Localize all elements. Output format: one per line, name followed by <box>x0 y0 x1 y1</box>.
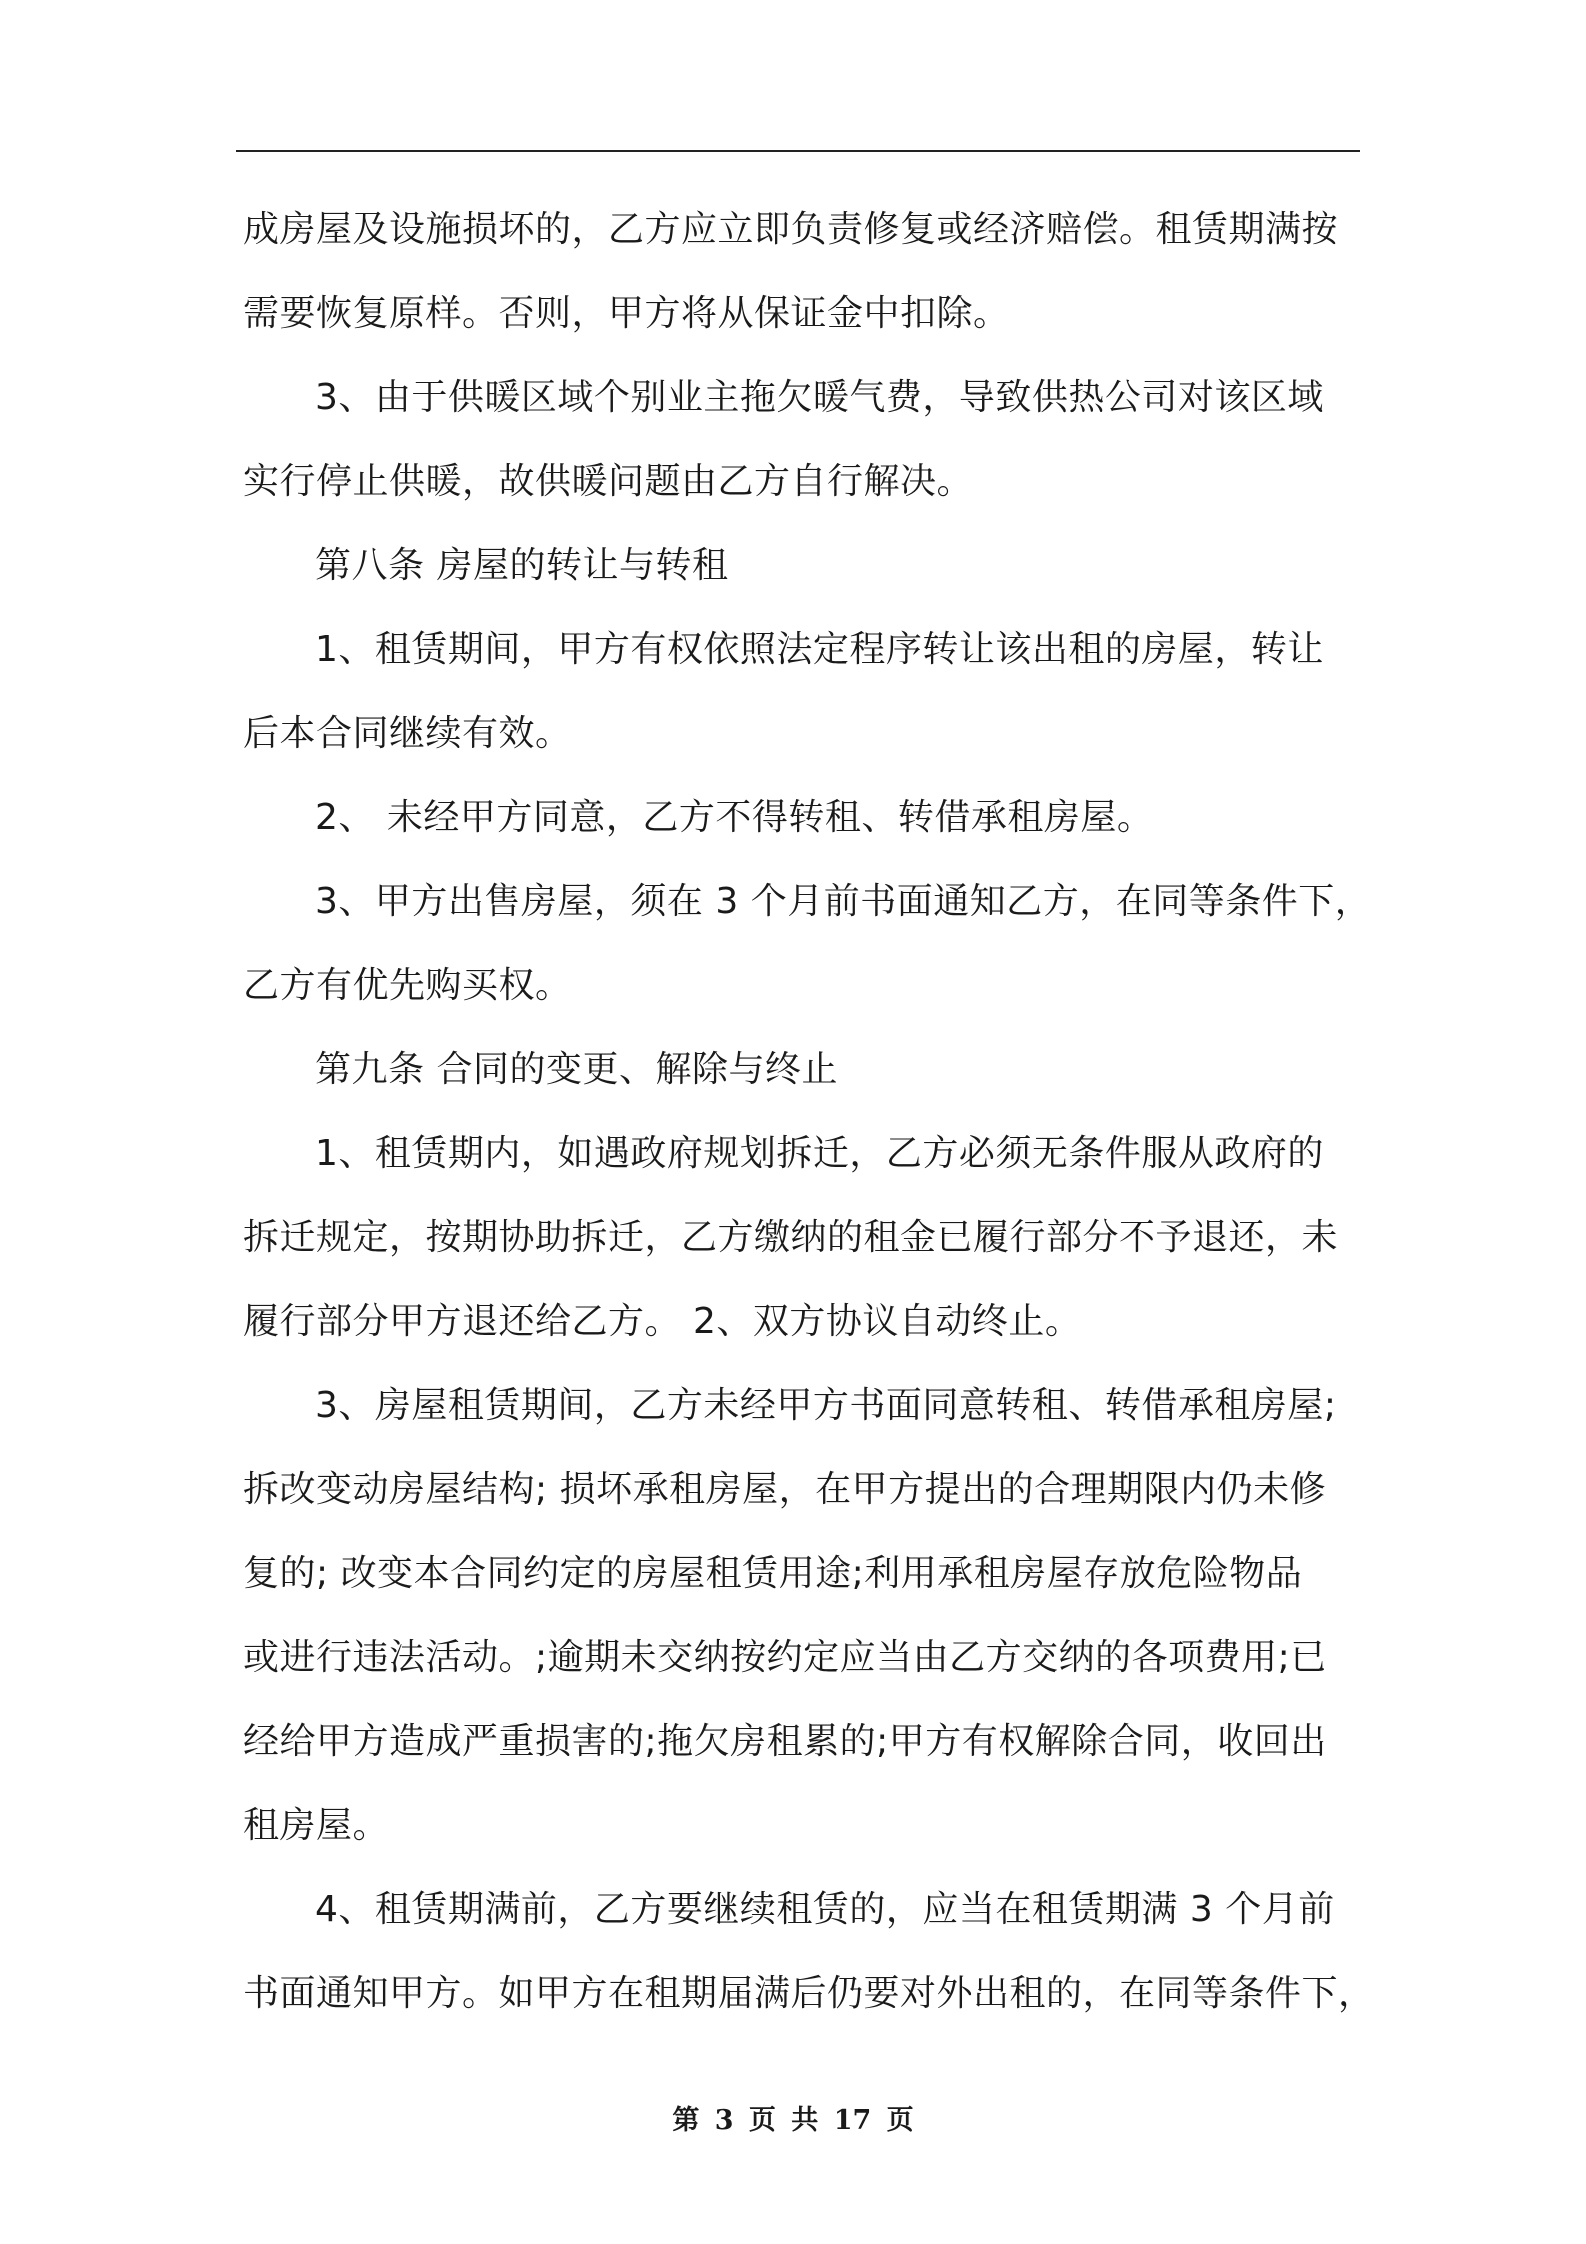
text-line: 2、 未经甲方同意，乙方不得转租、转借承租房屋。 <box>315 797 1154 838</box>
text-line: 后本合同继续有效。 <box>243 713 572 754</box>
text-line: 3、由于供暖区域个别业主拖欠暖气费，导致供热公司对该区域 <box>315 377 1324 418</box>
text-line: 复的; 改变本合同约定的房屋租赁用途;利用承租房屋存放危险物品 <box>243 1553 1303 1594</box>
text-line: 乙方有优先购买权。 <box>243 965 572 1006</box>
text-line: 第八条 房屋的转让与转租 <box>315 545 729 586</box>
header-rule <box>236 150 1360 152</box>
text-line: 书面通知甲方。如甲方在租期届满后仍要对外出租的，在同等条件下， <box>243 1973 1375 2014</box>
text-line: 1、租赁期内，如遇政府规划拆迁，乙方必须无条件服从政府的 <box>315 1133 1324 1174</box>
page-number: 第 3 页 共 17 页 <box>672 2105 914 2136</box>
text-line: 拆改变动房屋结构; 损坏承租房屋，在甲方提出的合理期限内仍未修 <box>243 1469 1327 1510</box>
document-body <box>243 188 1373 2036</box>
text-line: 拆迁规定，按期协助拆迁，乙方缴纳的租金已履行部分不予退还，未 <box>243 1217 1339 1258</box>
text-line: 实行停止供暖，故供暖问题由乙方自行解决。 <box>243 461 974 502</box>
text-line: 经给甲方造成严重损害的;拖欠房租累的;甲方有权解除合同，收回出 <box>243 1721 1327 1762</box>
text-line: 成房屋及设施损坏的，乙方应立即负责修复或经济赔偿。租赁期满按 <box>243 209 1339 250</box>
text-line: 需要恢复原样。否则，甲方将从保证金中扣除。 <box>243 293 1010 334</box>
text-line: 1、租赁期间，甲方有权依照法定程序转让该出租的房屋，转让 <box>315 629 1324 670</box>
text-line: 或进行违法活动。;逾期未交纳按约定应当由乙方交纳的各项费用;已 <box>243 1637 1327 1678</box>
text-line: 第九条 合同的变更、解除与终止 <box>315 1049 838 1090</box>
text-line: 3、甲方出售房屋，须在 3 个月前书面通知乙方，在同等条件下， <box>315 881 1372 922</box>
text-line: 3、房屋租赁期间，乙方未经甲方书面同意转租、转借承租房屋; <box>315 1385 1337 1426</box>
text-line: 履行部分甲方退还给乙方。 2、双方协议自动终止。 <box>243 1301 1082 1342</box>
text-line: 租房屋。 <box>243 1805 390 1846</box>
text-line: 4、租赁期满前，乙方要继续租赁的，应当在租赁期满 3 个月前 <box>315 1889 1335 1930</box>
